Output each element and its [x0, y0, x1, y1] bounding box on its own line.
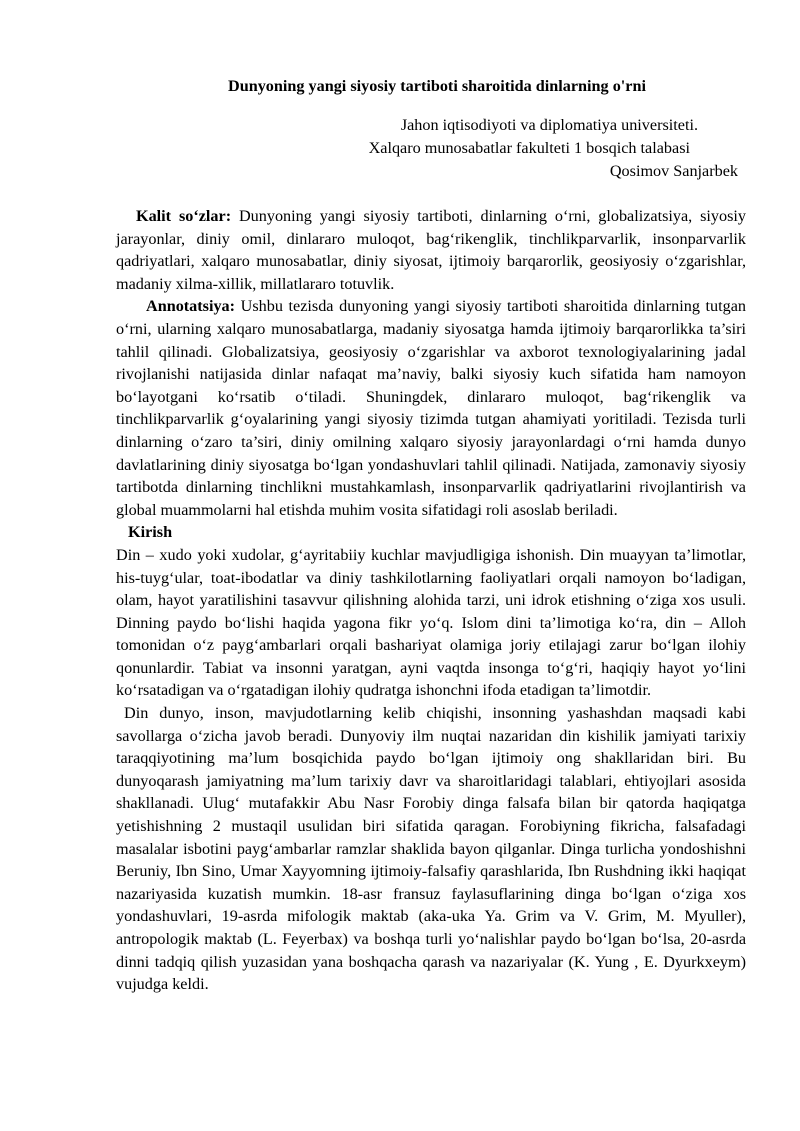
- intro-heading: Kirish: [128, 523, 173, 542]
- intro-paragraph-1: Din – xudo yoki xudolar, g‘ayritabiiy kuchlar mavjudligiga ishonish. Din muayyan ta’limotlar, his-tuyg‘ular, toat-ibodatlar va diniy tashkilotlarning faoliyatlari orqali namoyon bo‘ladigan, olam, hayot yaratilishini tasavvur qilishning alohida tarzi, uni idrok etishning o‘ziga xos usuli. Dinning paydo bo‘lishi haqida yagona fikr yo‘q. Islom dini ta’limotiga ko‘ra, din – Alloh tomonidan o‘z payg‘ambarlari orqali bashariyat olamiga joriy etilajagi zarur bo‘lgan ilohiy qonunlardir. Tabiat va insonni yaratgan, ayni vaqtda insonga to‘g‘ri, haqiqiy hayot yo‘lini ko‘rsatadigan va o‘rgatadigan ilohiy qudratga ishonchni ifoda etadigan ta’limotdir.: [116, 545, 746, 700]
- abstract-text: Ushbu tezisda dunyoning yangi siyosiy tartiboti sharoitida dinlarning tutgan o‘rni, ularning xalqaro munosabatlarga, madaniy siyosatga hamda ijtimoiy barqarorlikka ta’siri tahlil qilinadi. Globalizatsiya, geosiyosiy o‘zgarishlar va axborot texnologiyalarining jadal rivojlanishi natijasida dinlar nafaqat ma’naviy, balki siyosiy kuch sifatida ham namoyon bo‘layotgani ko‘rsatib o‘tiladi. Shuningdek, dinlararo muloqot, bag‘rikenglik va tinchlikparvarlik g‘oyalarining yangi siyosiy tizimda tutgan ahamiyati yoritiladi. Tezisda turli dinlarning o‘zaro ta’siri, diniy omilning xalqaro siyosiy jarayonlardagi o‘rni hamda dunyo davlatlarining diniy siyosatga bo‘lgan yondashuvlari tahlil qilinadi. Natijada, zamonaviy siyosiy tartibotda dinlarning tinchlikni mustahkamlash, insonparvarlik qadriyatlarini rivojlantirish va global muammolarni hal etishda muhim vosita sifatidagi roli asoslab beriladi.: [116, 297, 746, 519]
- keywords-label: Kalit so‘zlar:: [136, 207, 232, 225]
- author-block: [116, 114, 746, 183]
- abstract-label: Annotatsiya:: [146, 297, 236, 316]
- author-faculty: Xalqaro munosabatlar fakulteti 1 bosqich talabasi: [368, 139, 690, 157]
- author-name: Qosimov Sanjarbek: [609, 162, 738, 180]
- author-university: Jahon iqtisodiyoti va diplomatiya universiteti.: [400, 116, 698, 134]
- abstract-paragraph: [116, 295, 746, 521]
- document-page: [116, 74, 746, 996]
- spacer: [116, 183, 746, 205]
- intro-paragraph-2: Din dunyo, inson, mavjudotlarning kelib chiqishi, insonning yashashdan maqsadi kabi savollarga o‘zicha javob beradi. Dunyoviy ilm nuqtai nazaridan din kishilik jamiyati tarixiy taraqqiyotining ma’lum bosqichida paydo bo‘lgan ijtimoiy ong shakllaridan biri. Bu dunyoqarash jamiyatning ma’lum tarixiy davr va sharoitlaridagi talablari, ehtiyojlari asosida shakllanadi. Ulug‘ mutafakkir Abu Nasr Forobiy dinga falsafa bilan bir qatorda haqiqatga yetishishning 2 mustaqil usulidan biri sifatida qaragan. Forobiyning fikricha, falsafadagi masalalar isbotini payg‘ambarlar ramzlar shaklida bayon qilganlar. Dinga turlicha yondoshishni Beruniy, Ibn Sino, Umar Xayyomning ijtimoiy-falsafiy qarashlarida, Ibn Rushdning ikki haqiqat nazariyasida kuzatish mumkin. 18-asr fransuz faylasuflarining dinga bo‘lgan o‘ziga xos yondashuvlari, 19-asrda mifologik maktab (aka-uka Ya. Grim va V. Grim, M. Myuller), antropologik maktab (L. Feyerbax) va boshqa turli yo‘nalishlar paydo bo‘lgan bo‘lsa, 20-asrda dinni tadqiq qilish yuzasidan yana boshqacha qarash va nazariyalar (K. Yung , E. Dyurkxeym) vujudga keldi.: [116, 704, 746, 994]
- keywords-paragraph: [116, 205, 746, 295]
- document-title: Dunyoning yangi siyosiy tartiboti sharoitida dinlarning o'rni: [228, 77, 646, 95]
- keywords-text: Dunyoning yangi siyosiy tartiboti, dinlarning o‘rni, globalizatsiya, siyosiy jarayonlar, diniy omil, dinlararo muloqot, bag‘rikenglik, tinchlikparvarlik, insonparvarlik qadriyatlari, xalqaro munosabatlar, diniy siyosat, ijtimoiy barqarorlik, geosiyosiy o‘zgarishlar, madaniy xilma-xillik, millatlararo totuvlik.: [116, 207, 746, 293]
